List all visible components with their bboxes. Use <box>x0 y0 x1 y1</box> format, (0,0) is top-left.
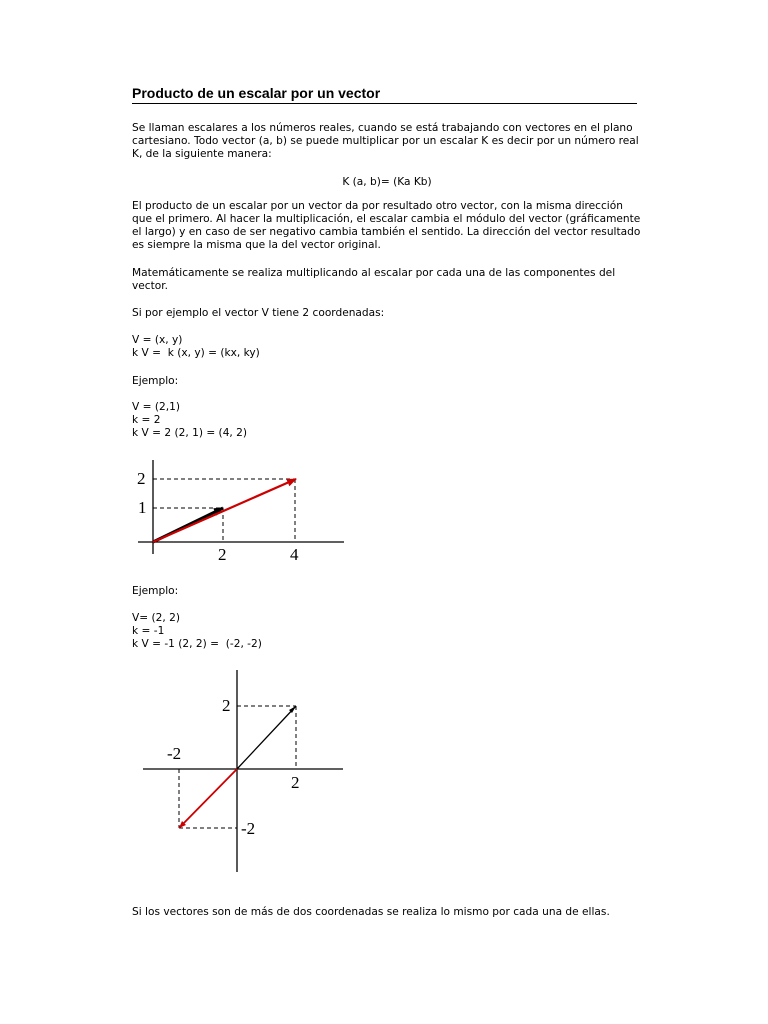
diagram-2-vector-kv <box>179 769 237 828</box>
diagram-1-x-tick-2: 2 <box>218 545 227 564</box>
diagram-1-y-tick-2: 2 <box>137 469 146 488</box>
diagram-1-y-tick-1: 1 <box>138 498 147 517</box>
example-1-line-3: k V = 2 (2, 1) = (4, 2) <box>132 427 248 439</box>
diagram-2-y-tick-2: 2 <box>222 696 231 715</box>
general-line-1: V = (x, y) <box>132 334 183 346</box>
page-title: Producto de un escalar por un vector <box>132 85 637 104</box>
intro-paragraph: Se llaman escalares a los números reales, cuando se está trabajando con vectores en el plano cartesiano. Todo vector (a, b) se puede multiplicar por un escalar K es decir por un número real K, de la siguiente manera: <box>132 122 639 160</box>
formula: K (a, b)= (Ka Kb) <box>342 176 432 188</box>
example-2-heading: Ejemplo: <box>132 585 179 597</box>
paragraph-4: Si por ejemplo el vector V tiene 2 coordenadas: <box>132 307 385 319</box>
paragraph-3: Matemáticamente se realiza multiplicando al escalar por cada una de las componentes del vector. <box>132 267 616 292</box>
general-line-2: k V = k (x, y) = (kx, ky) <box>132 347 260 359</box>
example-2-line-1: V= (2, 2) <box>132 612 180 624</box>
example-2-line-2: k = -1 <box>132 625 165 637</box>
example-2-line-3: k V = -1 (2, 2) = (-2, -2) <box>132 638 262 650</box>
paragraph-2: El producto de un escalar por un vector da por resultado otro vector, con la misma dirección que el primero. Al hacer la multiplicación, el escalar cambia el módulo del vector (gráficamente el largo) y en caso de ser negativo cambia también el sentido. La dirección del vector resultado es siempre la misma que la del vector original. <box>132 200 641 251</box>
diagram-2-x-tick-2: 2 <box>291 773 300 792</box>
diagram-2-vector-v <box>237 706 296 769</box>
example-1-line-2: k = 2 <box>132 414 161 426</box>
example-1-heading: Ejemplo: <box>132 375 179 387</box>
diagram-1-x-tick-4: 4 <box>290 545 299 564</box>
example-1-line-1: V = (2,1) <box>132 401 180 413</box>
closing-paragraph: Si los vectores son de más de dos coordenadas se realiza lo mismo por cada una de ellas. <box>132 906 610 918</box>
diagram-2-x-tick-neg2: -2 <box>167 744 182 763</box>
diagram-2-y-tick-neg2: -2 <box>241 819 256 838</box>
